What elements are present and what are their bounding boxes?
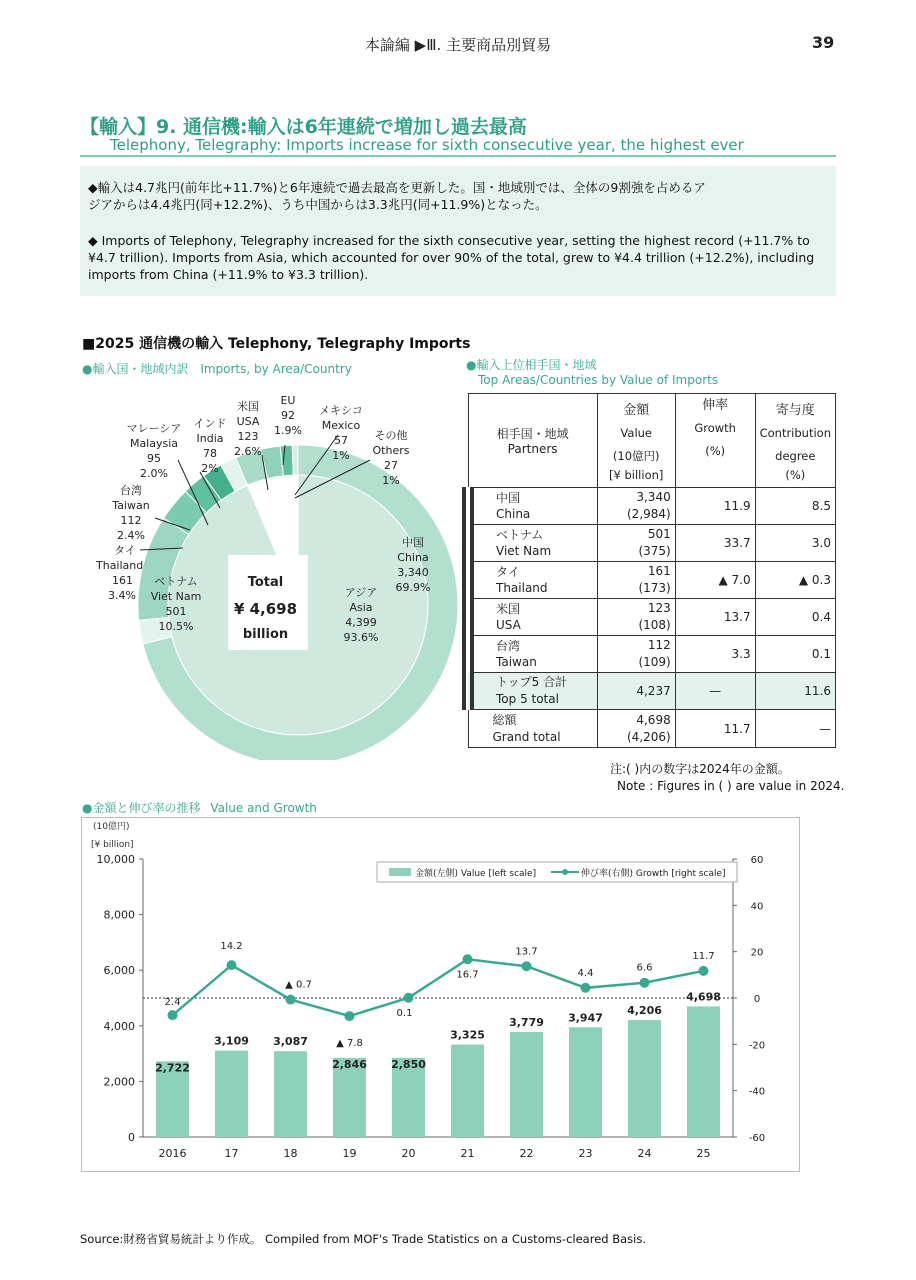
row-taiwan-value xyxy=(597,636,675,673)
growth-label: ▲ 0.7 xyxy=(285,979,312,991)
growth-point-22 xyxy=(522,961,532,971)
growth-point-2016 xyxy=(168,1010,178,1020)
bar-label: 4,698 xyxy=(686,990,721,1004)
header-contrib-jp: 寄与度 xyxy=(775,403,815,418)
source-note: Source:財務省貿易統計より作成。 Compiled from MOF's Trade Statistics on a Customs-cleared Basis. xyxy=(80,1232,646,1246)
row-total-value-prev: (4,206) xyxy=(627,729,671,744)
growth-label: 4.4 xyxy=(577,967,594,979)
label-usa-en: USA xyxy=(236,415,260,428)
label-taiwan-value: 112 xyxy=(120,514,142,527)
label-taiwan-jp: 台湾 xyxy=(120,484,142,497)
growth-point-21 xyxy=(463,954,473,964)
row-usa-contrib: 0.4 xyxy=(755,599,835,636)
row-taiwan-en: Taiwan xyxy=(496,655,537,669)
label-eu-value: 92 xyxy=(281,409,295,422)
legend-label-line: 伸び率(右側) Growth [right scale] xyxy=(581,869,726,879)
row-total-growth: 11.7 xyxy=(675,710,755,748)
label-eu xyxy=(270,393,306,438)
label-malaysia-jp: マレーシア xyxy=(126,422,182,435)
row-china-value-current: 3,340 xyxy=(636,490,671,504)
header-contrib-en: Contribution xyxy=(759,426,831,440)
label-vietnam-value: 501 xyxy=(165,605,187,618)
bar-17 xyxy=(215,1051,248,1137)
label-mexico-jp: メキシコ xyxy=(319,404,363,417)
row-usa-value xyxy=(597,599,675,636)
label-mexico-share: 1% xyxy=(332,449,350,462)
label-asia-share: 93.6% xyxy=(343,631,379,644)
y2-tick-label: -20 xyxy=(748,1040,766,1052)
x-tick-label: 21 xyxy=(460,1147,475,1160)
row-vietnam-value-prev: (375) xyxy=(638,544,671,558)
label-malaysia-share: 2.0% xyxy=(140,467,168,480)
row-vietnam-en: Viet Nam xyxy=(496,544,552,558)
row-usa-growth: 13.7 xyxy=(675,599,755,636)
label-india-value: 78 xyxy=(203,447,217,460)
donut-center-label xyxy=(228,570,303,648)
summary-jp-line2: ジアからは4.4兆円(同+12.2%)、うち中国からは3.3兆円(同+11.9%)となった。 xyxy=(88,197,548,212)
legend-swatch-dot xyxy=(562,869,568,875)
row-top5-contrib: 11.6 xyxy=(755,673,835,710)
trend-subtitle xyxy=(82,799,317,816)
partners-subtitle-en: Top Areas/Countries by Value of Imports xyxy=(478,373,719,387)
row-taiwan-value-prev: (109) xyxy=(638,655,671,669)
y2-tick-label: 20 xyxy=(750,947,764,959)
growth-label: 0.1 xyxy=(396,1007,413,1019)
table-row xyxy=(468,488,836,525)
row-usa-name xyxy=(468,599,597,636)
label-taiwan-share: 2.4% xyxy=(117,529,145,542)
row-total-jp: 総額 xyxy=(492,712,517,727)
bar-label: 2,850 xyxy=(391,1057,426,1071)
label-asia-value: 4,399 xyxy=(345,616,377,629)
label-thailand xyxy=(96,543,146,603)
label-india-en: India xyxy=(196,432,224,445)
legend-label-bar: 金額(左側) Value [left scale] xyxy=(415,869,537,879)
bar-23 xyxy=(569,1027,602,1137)
row-china-growth: 11.9 xyxy=(675,488,755,525)
label-usa-value: 123 xyxy=(237,430,259,443)
label-vietnam-jp: ベトナム xyxy=(154,575,198,588)
table-row xyxy=(468,525,836,562)
label-others-jp: その他 xyxy=(374,429,408,442)
breakdown-subtitle xyxy=(82,360,352,377)
row-thailand-growth: ▲ 7.0 xyxy=(675,562,755,599)
x-tick-label: 18 xyxy=(283,1147,298,1160)
header-value-en: Value xyxy=(620,426,653,440)
row-taiwan-value-current: 112 xyxy=(647,638,671,652)
bar-21 xyxy=(451,1045,484,1137)
x-tick-label: 25 xyxy=(696,1147,711,1160)
x-tick-label: 22 xyxy=(519,1147,534,1160)
y2-tick-label: 0 xyxy=(753,994,761,1005)
partners-table-header xyxy=(468,394,836,488)
trend-chart xyxy=(81,817,800,1172)
table-row xyxy=(468,562,836,599)
bar-label: 3,947 xyxy=(568,1011,603,1025)
label-mexico-en: Mexico xyxy=(321,419,361,432)
label-vietnam-share: 10.5% xyxy=(158,620,194,633)
row-vietnam-contrib: 3.0 xyxy=(755,525,835,562)
label-malaysia xyxy=(120,421,188,481)
center-line1: Total xyxy=(247,575,284,590)
bar-label: 4,206 xyxy=(627,1004,662,1018)
y-unit-en: [¥ billion] xyxy=(91,840,134,850)
y2-tick-label: -60 xyxy=(748,1133,766,1144)
x-tick-label: 23 xyxy=(578,1147,593,1160)
label-vietnam xyxy=(146,574,206,634)
header-partners xyxy=(468,394,597,488)
x-tick-label: 24 xyxy=(637,1147,652,1160)
header-value-unit: (10億円) xyxy=(612,449,660,463)
label-india xyxy=(190,416,230,476)
bar-22 xyxy=(510,1032,543,1137)
label-vietnam-en: Viet Nam xyxy=(150,590,202,603)
row-top5-growth: — xyxy=(675,673,755,710)
table-note-en: Note : Figures in ( ) are value in 2024. xyxy=(617,779,845,793)
growth-point-24 xyxy=(640,978,650,988)
row-vietnam-growth: 33.7 xyxy=(675,525,755,562)
header-value-jp: 金額 xyxy=(623,403,650,418)
row-china-contrib: 8.5 xyxy=(755,488,835,525)
header-growth xyxy=(675,394,755,488)
row-usa-value-prev: (108) xyxy=(638,618,671,632)
page-title-en: Telephony, Telegraphy: Imports increase for sixth consecutive year, the highest ever xyxy=(110,136,744,154)
growth-line xyxy=(173,959,704,1016)
growth-point-17 xyxy=(227,960,237,970)
label-thailand-en: Thailand xyxy=(96,559,144,572)
section-header: 本論編 ▶Ⅲ. 主要商品別貿易 xyxy=(364,36,552,54)
growth-label: 11.7 xyxy=(692,950,715,962)
label-eu-share: 1.9% xyxy=(274,424,302,437)
bar-label: 3,087 xyxy=(273,1035,308,1049)
label-usa-jp: 米国 xyxy=(237,400,259,413)
y2-tick-label: -40 xyxy=(748,1086,766,1098)
label-thailand-jp: タイ xyxy=(114,544,136,557)
row-usa-jp: 米国 xyxy=(496,602,521,616)
label-others-en: Others xyxy=(372,444,410,457)
summary-en-line3: imports from China (+11.9% to ¥3.3 trillion). xyxy=(88,267,369,282)
page-title: 【輸入】9. 通信機:輸入は6年連続で増加し過去最高 xyxy=(80,116,527,138)
bar-18 xyxy=(274,1051,307,1137)
row-vietnam-name xyxy=(468,525,597,562)
row-vietnam-value-current: 501 xyxy=(647,527,671,541)
row-china-name xyxy=(468,488,597,525)
label-others-share: 1% xyxy=(382,474,400,487)
section-title: ■2025 通信機の輸入 Telephony, Telegraphy Imports xyxy=(82,336,471,352)
row-taiwan-growth: 3.3 xyxy=(675,636,755,673)
label-asia xyxy=(336,585,386,645)
row-vietnam-jp: ベトナム xyxy=(496,528,544,542)
header-growth-unit: (%) xyxy=(705,444,726,458)
row-top5-name xyxy=(468,673,597,710)
table-row xyxy=(468,636,836,673)
row-china-jp: 中国 xyxy=(496,491,521,505)
header-partners-jp: 相手国・地域 xyxy=(496,427,569,441)
label-asia-jp: アジア xyxy=(344,586,378,599)
growth-point-20 xyxy=(404,993,414,1003)
y2-tick-label: 40 xyxy=(750,901,764,913)
page-number: 39 xyxy=(812,33,835,52)
row-thailand-value xyxy=(597,562,675,599)
header-contrib-en2: degree xyxy=(775,449,816,463)
label-taiwan-en: Taiwan xyxy=(112,499,150,512)
row-top5-en: Top 5 total xyxy=(496,692,559,706)
header-partners-en: Partners xyxy=(507,442,558,456)
growth-point-25 xyxy=(699,966,709,976)
growth-label: ▲ 7.8 xyxy=(336,1038,363,1050)
growth-label: 16.7 xyxy=(456,969,479,981)
growth-point-23 xyxy=(581,983,591,993)
growth-label: 2.4 xyxy=(164,997,181,1009)
summary-en-line2: ¥4.7 trillion). Imports from Asia, which accounted for over 90% of the total, grew to ¥4.4 trillion (+12.2%), including xyxy=(88,250,815,265)
row-china-value xyxy=(597,488,675,525)
y-tick-label: 0 xyxy=(128,1131,135,1144)
label-china-value: 3,340 xyxy=(397,566,429,579)
row-top5-value: 4,237 xyxy=(597,673,675,710)
row-thailand-value-current: 161 xyxy=(647,564,671,578)
label-china-jp: 中国 xyxy=(402,536,424,549)
x-tick-label: 2016 xyxy=(158,1147,187,1160)
y-unit-jp: (10億円) xyxy=(93,822,130,832)
row-china-en: China xyxy=(496,507,531,521)
label-china-en: China xyxy=(397,551,429,564)
label-india-share: 2% xyxy=(201,462,219,475)
growth-label: 14.2 xyxy=(220,941,243,953)
row-usa-value-current: 123 xyxy=(647,601,671,615)
y-tick-label: 10,000 xyxy=(96,853,135,866)
bar-label: 2,722 xyxy=(155,1061,190,1075)
row-total-en: Grand total xyxy=(492,729,561,744)
y-tick-label: 2,000 xyxy=(103,1075,135,1089)
breakdown-subtitle-jp: ●輸入国・地域内訳 xyxy=(82,362,189,376)
row-total-value xyxy=(597,710,675,748)
row-usa-en: USA xyxy=(496,618,521,632)
row-total-contrib: — xyxy=(755,710,835,748)
bar-25 xyxy=(687,1006,720,1137)
label-malaysia-value: 95 xyxy=(147,452,161,465)
label-usa xyxy=(228,399,268,459)
bar-label: 3,109 xyxy=(214,1034,249,1048)
trend-subtitle-jp: ●金額と伸び率の推移 xyxy=(82,801,201,815)
label-malaysia-en: Malaysia xyxy=(129,437,179,450)
row-china-value-prev: (2,984) xyxy=(627,507,671,521)
row-top5-jp: トップ5 合計 xyxy=(496,675,568,689)
x-tick-label: 20 xyxy=(401,1147,416,1160)
growth-label: 13.7 xyxy=(515,946,538,958)
header-growth-jp: 伸率 xyxy=(702,398,729,413)
growth-label: 6.6 xyxy=(636,962,653,974)
summary-jp-line1: ◆輸入は4.7兆円(前年比+11.7%)と6年連続で過去最高を更新した。国・地域別では、全体の9割強を占めるア xyxy=(88,180,706,195)
label-china-share: 69.9% xyxy=(395,581,431,594)
bar-label: 3,325 xyxy=(450,1028,485,1042)
y-tick-label: 4,000 xyxy=(103,1019,135,1033)
label-thailand-share: 3.4% xyxy=(108,589,136,602)
label-china xyxy=(388,535,438,595)
row-total-name xyxy=(468,710,597,748)
bar-label: 2,846 xyxy=(332,1057,367,1071)
breakdown-subtitle-en: Imports, by Area/Country xyxy=(200,362,352,376)
header-contrib-unit: (%) xyxy=(785,468,806,482)
summary-en-line1: ◆ Imports of Telephony, Telegraphy increased for the sixth consecutive year, setting the highest record (+11.7% to xyxy=(88,233,810,248)
label-asia-en: Asia xyxy=(349,601,373,614)
growth-point-19 xyxy=(345,1011,355,1021)
label-usa-share: 2.6% xyxy=(234,445,262,458)
row-vietnam-value xyxy=(597,525,675,562)
bar-24 xyxy=(628,1020,661,1137)
row-thailand-name xyxy=(468,562,597,599)
table-note-jp: 注:( )内の数字は2024年の金額。 xyxy=(610,762,790,776)
label-others-value: 27 xyxy=(384,459,398,472)
x-tick-label: 19 xyxy=(342,1147,357,1160)
label-eu-jp: EU xyxy=(280,394,296,407)
donut-slice-others xyxy=(292,445,298,475)
y-tick-label: 6,000 xyxy=(103,964,135,978)
trend-subtitle-en: Value and Growth xyxy=(210,801,317,815)
growth-point-18 xyxy=(286,995,296,1005)
label-thailand-value: 161 xyxy=(112,574,133,587)
title-underline xyxy=(80,155,836,157)
x-tick-label: 17 xyxy=(224,1147,239,1160)
row-taiwan-name xyxy=(468,636,597,673)
table-row xyxy=(468,599,836,636)
chart-legend xyxy=(377,862,737,882)
header-growth-en: Growth xyxy=(694,421,736,435)
table-row-top5 xyxy=(468,673,836,710)
center-line2: ¥ 4,698 xyxy=(233,600,298,618)
row-taiwan-jp: 台湾 xyxy=(496,639,521,653)
label-taiwan xyxy=(106,483,156,543)
row-thailand-contrib: ▲ 0.3 xyxy=(755,562,835,599)
header-contribution xyxy=(755,394,835,488)
row-taiwan-contrib: 0.1 xyxy=(755,636,835,673)
legend-swatch-bar xyxy=(389,868,411,876)
center-line3: billion xyxy=(242,627,289,642)
row-thailand-jp: タイ xyxy=(496,565,520,579)
header-value xyxy=(597,394,675,488)
row-thailand-value-prev: (173) xyxy=(638,581,671,595)
label-india-jp: インド xyxy=(193,417,227,430)
label-mexico xyxy=(313,403,369,463)
partners-subtitle-jp: ●輸入上位相手国・地域 xyxy=(466,358,597,372)
label-others xyxy=(366,428,416,488)
summary-box xyxy=(80,166,836,296)
table-row-total xyxy=(468,710,836,748)
row-total-value-current: 4,698 xyxy=(636,712,671,727)
y-tick-label: 8,000 xyxy=(103,908,135,922)
row-thailand-en: Thailand xyxy=(496,581,548,595)
label-mexico-value: 57 xyxy=(334,434,348,447)
partners-table xyxy=(462,393,836,748)
header-value-unit-en: [¥ billion] xyxy=(609,468,664,482)
bar-label: 3,779 xyxy=(509,1015,544,1029)
y2-tick-label: 60 xyxy=(750,855,764,866)
